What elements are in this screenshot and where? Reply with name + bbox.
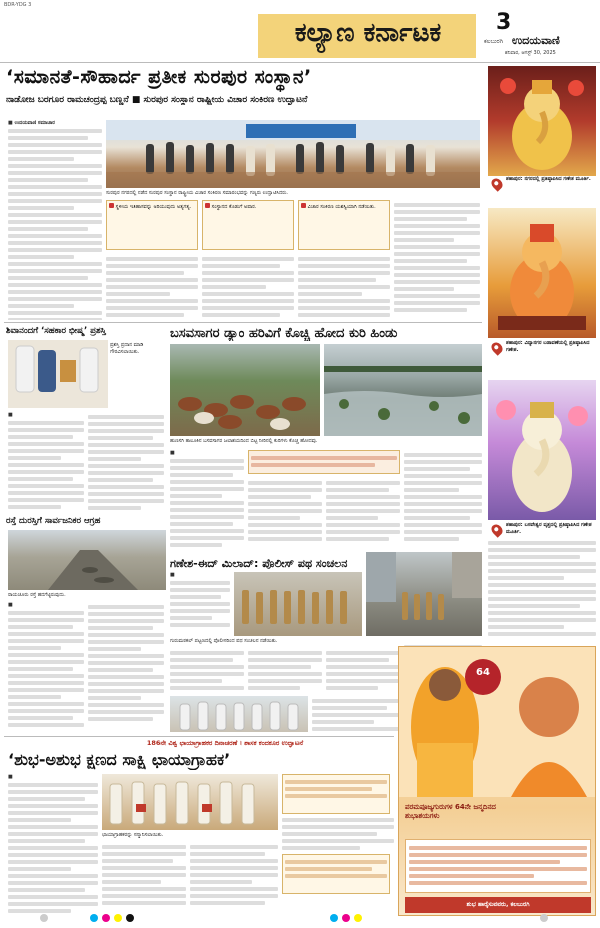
lead-quote-2-text: ಸಂಸ್ಥಾನದ ಕೊಡುಗೆ ಅಪಾರ. [211,204,257,210]
registration-mark [90,914,98,922]
story2-photo [8,340,108,408]
masthead-title: ಕಲ್ಯಾಣ ಕರ್ನಾಟಕ [294,18,442,48]
registration-mark [354,914,362,922]
story6-photo [102,774,278,830]
lead-photo-caption: ಸುರಪುರ ನಗರದಲ್ಲಿ ನಡೆದ ಸುರಪುರ ಸಂಸ್ಥಾನ ರಾಷ್ಟ್ರೀಯ ವಿಚಾರ ಸಂಕಿರಣ ಸಮಾರಂಭವನ್ನು ಗಣ್ಯರು ಉದ್ಘಾಟಿಸಿದರು. [106,190,289,196]
lead-subheadline: ನಾಡೋಜ ಬರಗೂರ ರಾಮಚಂದ್ರಪ್ಪ ಬಣ್ಣನೆ ■ ಸುರಪುರ ಸಂಸ್ಥಾನ ರಾಷ್ಟ್ರೀಯ ವಿಚಾರ ಸಂಕಿರಣ ಉದ್ಘಾಟನೆ [6,95,308,105]
ad-footer: ಶುಭ ಹಾರೈಸುವವರು, ಕಲಬುರಗಿ [405,897,591,913]
registration-mark [40,914,48,922]
story5-photo-street [366,552,482,636]
story6-kicker: 186ನೇ ವಿಶ್ವ ಛಾಯಾಗ್ರಾಹಕರ ದಿನಾಚರಣೆ । ಶಾಸಕ ಕಂದಕೂರ ಉದ್ಘಾಟನೆ [146,739,304,747]
story5-caption: ಗುರುಮಠಕಲ್ ಪಟ್ಟಣದಲ್ಲಿ ಪೊಲೀಸರಿಂದ ಪಥ ಸಂಚಲನ ನಡೆಯಿತು. [170,638,278,644]
story5-street-crowd [366,552,482,636]
story3-text-2 [248,478,322,554]
ganesha-idol-1 [488,66,596,176]
registration-mark [102,914,110,922]
masthead-rule [0,62,600,63]
ganesha-photo-3 [488,380,596,520]
ganesha-caption-3 [506,522,596,536]
story6-byline: ■ [8,774,13,780]
registration-mark [114,914,122,922]
story3-photo-flood [324,344,482,436]
story4-caption: ರಾಯಚೂರು ರಸ್ತೆ ಹದಗೆಟ್ಟಿರುವುದು. [8,592,66,598]
page-number: 3 [496,10,512,35]
quote-mark-icon [301,203,306,208]
story5-text-4 [326,648,400,694]
lead-text-column-3 [202,254,294,320]
story2-text-left [8,412,84,512]
story5-text-3 [248,648,322,694]
story6-honorees [102,774,278,830]
story2-text-right [88,412,164,512]
story3-text-4 [404,450,482,554]
issue-date: ಶನಿವಾರ, ಆಗಸ್ಟ್ 30, 2025 [505,50,556,56]
location-pin-icon [489,522,505,538]
story3-quote [248,450,400,474]
location-pin-icon [489,340,505,356]
story6-headline: ‘ಶುಭ-ಅಶುಭ ಕ್ಷಣದ ಸಾಕ್ಷಿ ಛಾಯಾಗ್ರಾಹಕ’ [8,750,231,769]
story3-text-3 [326,478,400,554]
story5-headline: ಗಣೇಶ-ಈದ್ ಮಿಲಾದ್: ಪೊಲೀಸ್ ಪಥ ಸಂಚಲನ [170,557,348,570]
story5-byline: ■ [170,572,175,578]
story3-caption: ಹುಣಸಗಿ ತಾಲೂಕಿನ ಬಸವಸಾಗರ ಜಲಾಶಯದಿಂದ ಬಿಟ್ಟ ನೀರಿನಲ್ಲಿ ಕುರಿಗಳು ಕೊಚ್ಚಿ ಹೋದವು. [170,438,318,444]
story3-flood-water [324,344,482,436]
ganesha-caption-3-text: ಬಸವೇಶ್ವರ ವೃತ್ತದಲ್ಲಿ ಪ್ರತಿಷ್ಠಾಪಿಸಿದ ಗಣೇಶ ಮೂರ್ತಿ. [506,522,592,535]
lead-quote-2 [202,200,294,250]
story6-caption: ಛಾಯಾಗ್ರಾಹಕರನ್ನು ಸನ್ಮಾನಿಸಲಾಯಿತು. [102,832,164,838]
story6-text-2 [102,842,186,916]
story5-police-line [234,572,362,636]
ganesha-caption-2-text: ವಿದ್ಯಾನಗರ ಬಡಾವಣೆಯಲ್ಲಿ ಪ್ರತಿಷ್ಠಾಪಿಸಿದ ಗಣೇಶ. [506,340,590,353]
story3-headline: ಬಸವಸಾಗರ ಡ್ಯಾಂ ಹರಿವಿಗೆ ಕೊಚ್ಚಿ ಹೋದ ಕುರಿ ಹಿಂಡು [170,326,398,341]
lead-text-column-2 [106,254,198,320]
lead-photo-figures [106,120,480,188]
story2-caption: ಪ್ರಶಸ್ತಿ ಪ್ರದಾನ ಮಾಡಿ ಗೌರವಿಸಲಾಯಿತು. [110,342,144,355]
lead-quote-1-text: ಸ್ಥಳೀಯ ಇತಿಹಾಸವನ್ನು ಅರಿಯುವುದು ಅತ್ಯಗತ್ಯ. [115,204,192,210]
story4-byline: ■ [8,602,13,608]
ad-body [405,839,591,893]
ganesha-photo-2 [488,208,596,338]
story6-quote-1 [282,774,390,814]
lead-quote-1 [106,200,198,250]
ad-title: ಪರಮಪೂಜ್ಯಗುರುಗಳ 64ನೇ ಜನ್ಮದಿನದ ಶುಭಾಶಯಗಳು [405,803,496,820]
edition-code: BDR-YDG 3 [4,2,32,8]
paper-small: ಕಲಬುರಗಿ [484,38,504,45]
story2-byline: ■ [8,412,13,418]
ad-badge: 64 [476,667,490,678]
ganesha-caption-1 [506,176,596,183]
story3-photo-sheep [170,344,320,436]
lead-photo [106,120,480,188]
story4-headline: ರಸ್ತೆ ದುರಸ್ತಿಗೆ ಸಾರ್ವಜನಿಕರ ಆಗ್ರಹ [6,516,101,526]
registration-mark [540,914,548,922]
group-photo [170,696,308,732]
right-text-column [488,538,596,642]
story6-text-3 [190,842,278,916]
quote-mark-icon [205,203,210,208]
ganesha-idol-2 [488,208,596,338]
lead-byline: ■ ಉದಯವಾಣಿ ಸಮಾಚಾರ [8,120,55,126]
story6-text-4 [282,774,394,916]
group-photo-people [170,696,308,732]
story4-text-2 [88,602,164,730]
story4-road [8,530,166,590]
lead-bottom-rule [4,322,482,323]
story2-award-figures [8,340,108,408]
story3-sheep-herd [170,344,320,436]
story3-text-1 [170,450,244,554]
lead-text-column-5 [394,200,480,320]
lead-text-column-1 [8,120,102,320]
story6-quote-2 [282,854,390,894]
registration-mark [330,914,338,922]
location-pin-icon [489,176,505,192]
ganesha-caption-1-place: ಶಹಾಪುರ: [506,176,523,182]
story5-text-1 [170,572,230,636]
ganesha-caption-1-text: ನಗರದಲ್ಲಿ ಪ್ರತಿಷ್ಠಾಪಿಸಿದ ಗಣೇಶ ಮೂರ್ತಿ. [524,176,591,182]
ganesha-caption-3-place: ಶಹಾಪುರ: [506,522,523,528]
story6-text-1 [8,774,98,914]
quote-mark-icon [109,203,114,208]
ganesha-idol-3 [488,380,596,520]
story4-text-1 [8,602,84,730]
ganesha-caption-2-place: ಶಹಾಪುರ: [506,340,523,346]
registration-mark [342,914,350,922]
paper-name: ಉದಯವಾಣಿ [512,34,560,47]
story2-headline: ಶಿವಾನಂದಗೆ ‘ಸಹಕಾರ ಭೀಷ್ಮ’ ಪ್ರಶಸ್ತಿ [6,326,106,336]
story5-photo-march [234,572,362,636]
story6-top-rule [4,736,394,737]
lead-text-column-4 [298,254,390,320]
ganesha-photo-1 [488,66,596,176]
story4-photo [8,530,166,590]
birthday-ad [398,646,596,916]
ganesha-caption-2 [506,340,596,354]
story5-text-2 [170,648,244,694]
registration-mark [126,914,134,922]
lead-headline: ‘ಸಮಾನತೆ-ಸೌಹಾರ್ದ ಪ್ರತೀಕ ಸುರಪುರ ಸಂಸ್ಥಾನ’ [6,66,312,88]
lead-quote-3-text: ವಿಚಾರ ಸಂಕಿರಣ ಯಶಸ್ವಿಯಾಗಿ ನಡೆಯಿತು. [307,204,376,210]
story3-byline: ■ [170,450,175,456]
lead-quote-3 [298,200,390,250]
group-photo-text [312,696,400,732]
ad-portraits [399,647,596,797]
